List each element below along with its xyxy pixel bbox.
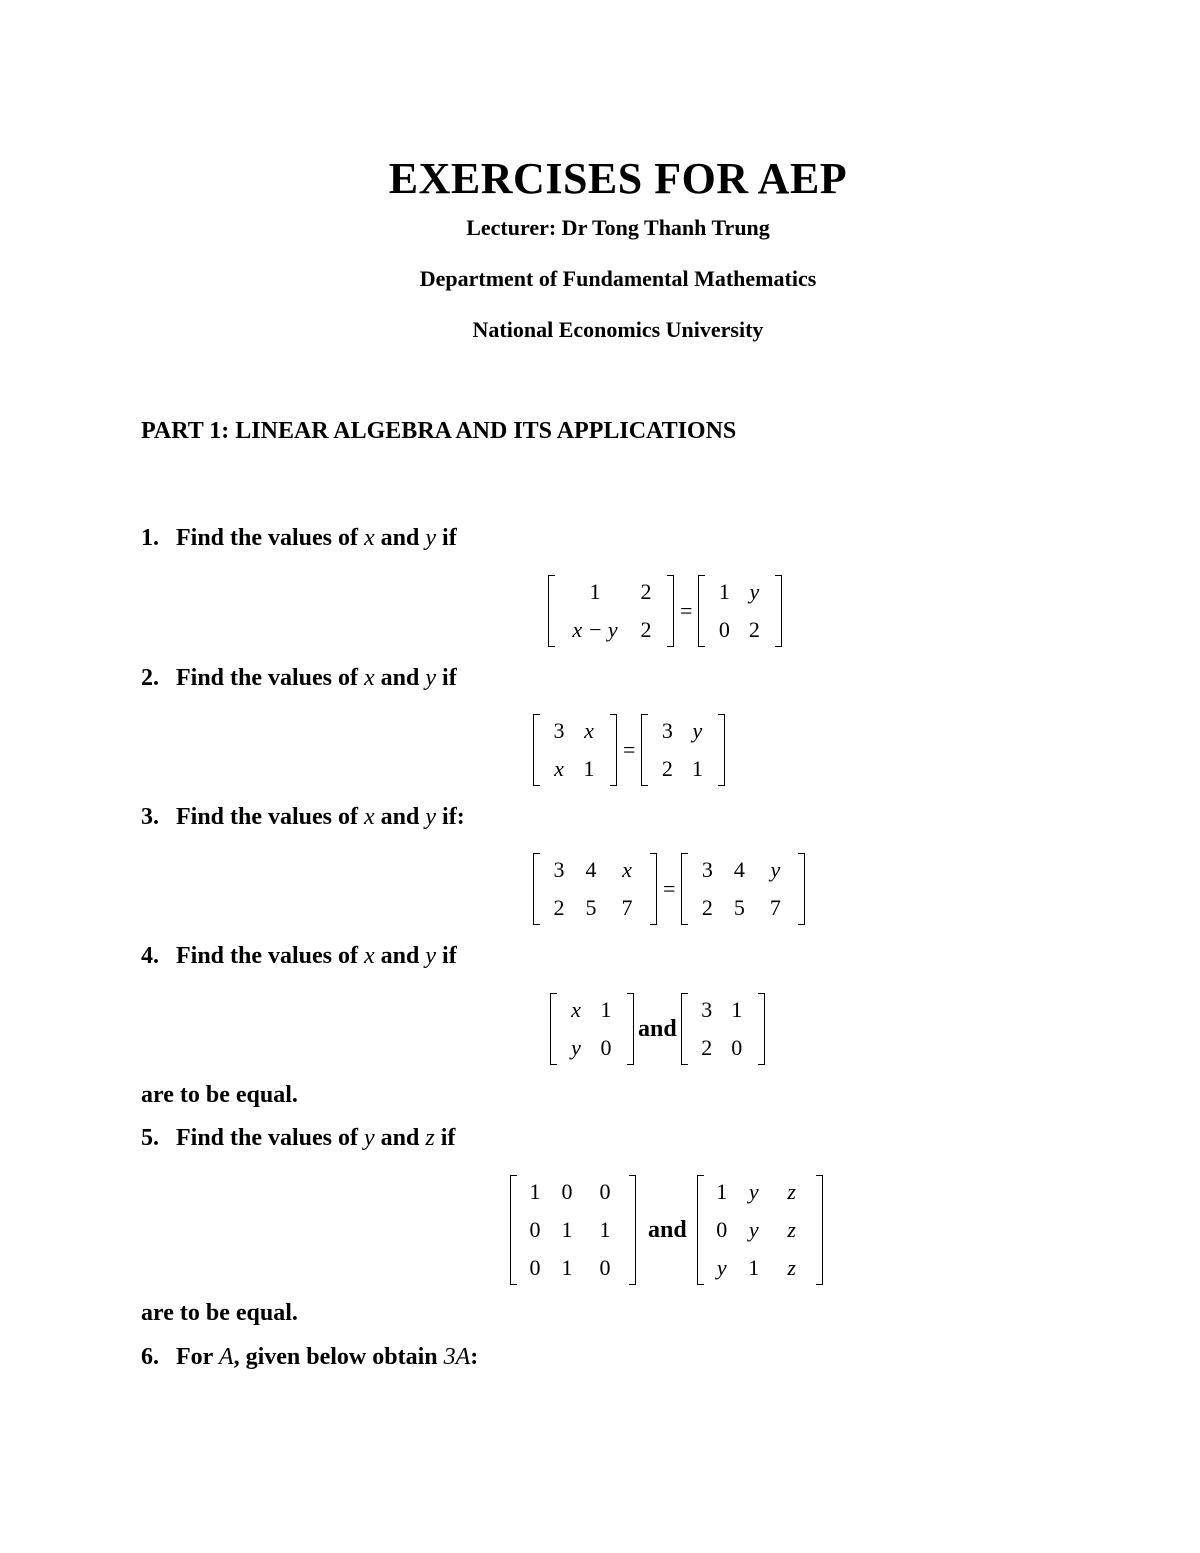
matrix-entry: 0: [600, 1035, 612, 1060]
conjunction: and: [380, 525, 420, 551]
matrix-entry: 1: [748, 1255, 760, 1280]
matrix-entry: 1: [600, 997, 612, 1022]
matrix: [695, 1175, 825, 1285]
exercise-3-prompt: [141, 804, 465, 831]
matrix-entry: z: [787, 1255, 796, 1280]
matrix-entry: 0: [731, 1035, 743, 1060]
matrix-entry: y: [571, 1035, 581, 1060]
conjunction: and: [380, 1125, 420, 1151]
prompt-text: Find the values of: [176, 525, 359, 551]
matrix-entry: 2: [640, 617, 652, 642]
matrix-entry: 1: [718, 579, 730, 604]
variable: y: [425, 943, 437, 969]
equals-sign: =: [680, 598, 693, 623]
exercise-5-trailer: are to be equal.: [141, 1300, 298, 1326]
variable: y: [364, 1125, 375, 1151]
matrix-entry: 0: [599, 1179, 611, 1204]
prompt-text: For: [176, 1344, 213, 1370]
variable: A: [218, 1344, 234, 1370]
matrix-entry: 1: [599, 1217, 611, 1242]
matrix-entry: 1: [716, 1179, 728, 1204]
equals-sign: =: [623, 737, 636, 762]
condition-word: if: [442, 665, 457, 691]
variable: y: [425, 525, 437, 551]
lecturer-line: Lecturer: Dr Tong Thanh Trung: [466, 215, 770, 240]
matrix-entry: 2: [661, 756, 673, 781]
matrix-entry: 5: [733, 895, 745, 920]
equals-sign: =: [663, 876, 676, 901]
prompt-text: Find the values of: [176, 804, 359, 830]
matrix-entry: 3: [701, 857, 713, 882]
matrix-entry: 2: [701, 895, 713, 920]
prompt-text: Find the values of: [176, 1125, 359, 1151]
condition-word: if: [442, 525, 457, 551]
exercise-number: 2.: [141, 665, 159, 691]
matrix-entry: 1: [529, 1179, 541, 1204]
variable: x: [364, 525, 375, 551]
matrix-entry: z: [787, 1217, 796, 1242]
matrix: [508, 1175, 638, 1285]
variable: z: [425, 1125, 435, 1151]
punctuation: :: [470, 1344, 479, 1370]
matrix-entry: 4: [733, 857, 745, 882]
matrix-entry: 7: [769, 895, 781, 920]
prompt-text: Find the values of: [176, 943, 359, 969]
matrix-entry: y: [749, 579, 760, 604]
exercise-5-prompt: [141, 1125, 455, 1152]
matrix-entry: z: [787, 1179, 796, 1204]
conjunction: and: [380, 943, 420, 969]
exercise-4-trailer: are to be equal.: [141, 1082, 298, 1108]
matrix-entry: 2: [701, 1035, 713, 1060]
exercise-3-equation: [531, 853, 807, 925]
exercise-2-prompt: [141, 665, 457, 692]
prompt-text: , given below obtain: [233, 1344, 438, 1370]
matrix-entry: 0: [718, 617, 730, 642]
page-title: EXERCISES FOR AEP: [388, 154, 848, 203]
matrix: [696, 575, 784, 647]
variable: x: [364, 943, 375, 969]
matrix-entry: 7: [621, 895, 633, 920]
matrix-entry: 1: [691, 756, 703, 781]
matrix: [639, 714, 727, 786]
exercise-number: 3.: [141, 804, 159, 830]
matrix-entry: 3: [701, 997, 713, 1022]
exercise-number: 5.: [141, 1125, 159, 1151]
exercise-1-equation: [546, 575, 784, 647]
matrix: [546, 575, 676, 647]
exercise-6-prompt: [141, 1344, 478, 1371]
exercise-4-prompt: [141, 943, 457, 970]
matrix: [531, 853, 659, 925]
exercise-4-matrices: [548, 993, 767, 1065]
matrix-entry: 3: [553, 857, 565, 882]
matrix-entry: 4: [585, 857, 597, 882]
conjunction: and: [648, 1216, 687, 1243]
matrix-entry: 2: [748, 617, 760, 642]
matrix-entry: 0: [561, 1179, 573, 1204]
part-heading: PART 1: LINEAR ALGEBRA AND ITS APPLICATIONS: [141, 418, 737, 444]
matrix-entry: 1: [583, 756, 595, 781]
matrix-entry: 5: [585, 895, 597, 920]
prompt-text: Find the values of: [176, 665, 359, 691]
exercise-number: 6.: [141, 1344, 159, 1370]
variable: x: [364, 665, 375, 691]
matrix-entry: 0: [529, 1217, 541, 1242]
variable: x: [364, 804, 375, 830]
variable: y: [425, 804, 437, 830]
matrix-entry: 2: [640, 579, 652, 604]
condition-word: if: [442, 943, 457, 969]
conjunction: and: [638, 1015, 677, 1042]
matrix-entry: 2: [553, 895, 565, 920]
conjunction: and: [380, 804, 420, 830]
matrix-entry: 0: [716, 1217, 728, 1242]
condition-word: if:: [442, 804, 465, 830]
matrix-entry: 0: [529, 1255, 541, 1280]
department-line: Department of Fundamental Mathematics: [419, 266, 817, 291]
university-line: National Economics University: [472, 317, 764, 342]
exercise-2-equation: [531, 714, 727, 786]
condition-word: if: [440, 1125, 456, 1151]
matrix-entry: x: [571, 997, 581, 1022]
matrix: [548, 993, 636, 1065]
matrix-entry: x: [622, 857, 632, 882]
matrix-entry: 1: [589, 579, 601, 604]
matrix-entry: 1: [561, 1217, 573, 1242]
matrix: [679, 993, 767, 1065]
matrix-entry: y: [692, 718, 703, 743]
matrix-entry: 3: [661, 718, 673, 743]
matrix-entry: y: [770, 857, 781, 882]
exercise-1-prompt: [141, 525, 457, 552]
exercise-5-matrices: [508, 1175, 825, 1285]
exercise-number: 1.: [141, 525, 159, 551]
matrix-entry: x: [554, 756, 564, 781]
matrix-entry: 3: [553, 718, 565, 743]
matrix-entry: y: [716, 1255, 727, 1280]
matrix-entry: y: [748, 1179, 759, 1204]
matrix-entry: x − y: [572, 617, 618, 642]
matrix-entry: 1: [561, 1255, 573, 1280]
expression: 3A: [443, 1344, 471, 1370]
variable: y: [425, 665, 437, 691]
matrix: [531, 714, 619, 786]
matrix-entry: 1: [731, 997, 743, 1022]
matrix-entry: x: [584, 718, 594, 743]
conjunction: and: [380, 665, 420, 691]
exercise-number: 4.: [141, 943, 159, 969]
matrix-entry: y: [748, 1217, 759, 1242]
matrix: [679, 853, 807, 925]
matrix-entry: 0: [599, 1255, 611, 1280]
